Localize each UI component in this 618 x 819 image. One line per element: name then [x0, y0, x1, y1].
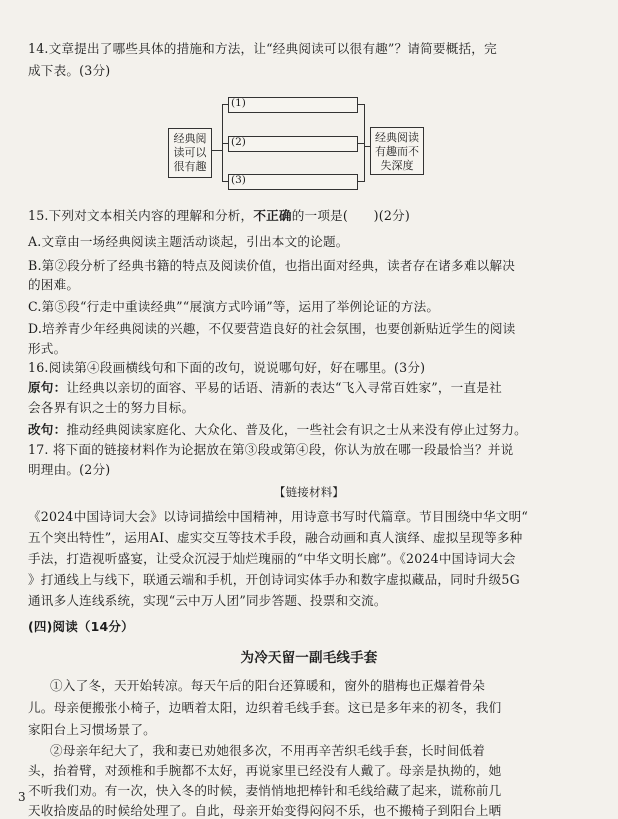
section4-paragraph2-line3: 不听我们劝。有一次，快入冬的时候，妻悄悄地把棒针和毛线给藏了起来，谎称前几 [28, 783, 502, 798]
section4-paragraph2-line4: 天收拾废品的时候给处理了。自此，母亲开始变得闷闷不乐，也不搬椅子到阳台上晒 [28, 803, 502, 818]
diagram-left-box: 经典阅 读可以 很有趣 [168, 128, 212, 178]
q14-line1: 14.文章提出了哪些具体的措施和方法，让“经典阅读可以很有趣”？请简要概括，完 [28, 41, 497, 56]
section4-heading: (四)阅读（14分） [28, 619, 134, 634]
q15-option-b-line1: B.第②段分析了经典书籍的特点及阅读价值，也指出面对经典，读者存在诸多难以解决 [28, 258, 516, 273]
diagram-slot-3 [228, 174, 358, 190]
link-material-line3: 手法，打造视听盛宴，让受众沉浸于灿烂瑰丽的“中华文明长廊”。《2024中国诗词大会 [28, 551, 516, 566]
diagram-slot-2-label: (2) [231, 136, 246, 148]
q16-original-line2: 会各界有识之士的努力目标。 [28, 400, 195, 415]
q15-option-d-line2: 形式。 [28, 341, 67, 356]
diagram-right-box: 经典阅读 有趣而不 失深度 [370, 127, 424, 175]
link-material-line1: 《2024中国诗词大会》以诗词描绘中国精神，用诗意书写时代篇章。节目围绕中华文明“ [28, 509, 529, 524]
section4-paragraph1-line2: 儿。母亲便搬张小椅子，边晒着太阳，边织着毛线手套。这已是多年来的初冬，我们 [28, 700, 502, 715]
q15-option-d-line1: D.培养青少年经典阅读的兴趣，不仅要营造良好的社会氛围，也要创新贴近学生的阅读 [28, 321, 516, 336]
q16-stem: 16.阅读第④段画横线句和下面的改句，说说哪句好，好在哪里。(3分) [28, 360, 426, 375]
section4-paragraph2-line1: ②母亲年纪大了，我和妻已劝她很多次，不用再辛苦织毛线手套，长时间低着 [50, 743, 485, 758]
link-material-heading: 【链接材料】 [273, 485, 345, 499]
page-number: 3 [18, 790, 26, 804]
diagram-slot-2 [228, 136, 358, 152]
q17-line1: 17. 将下面的链接材料作为论据放在第③段或第④段，你认为放在哪一段最恰当？并说 [28, 442, 514, 457]
diagram-slot-3-label: (3) [231, 174, 246, 186]
q15-option-c: C.第⑤段“行走中重读经典”“展演方式吟诵”等，运用了举例论证的方法。 [28, 299, 440, 314]
q16-modified-label: 改句： [28, 422, 67, 437]
section4-article-title: 为冷天留一副毛线手套 [240, 650, 378, 666]
link-material-line5: 通讯多人连线系统，实现“云中万人团”同步答题、投票和交流。 [28, 593, 387, 608]
q16-modified: 改句：推动经典阅读家庭化、大众化、普及化，一些社会有识之士从来没有停止过努力。 [28, 422, 527, 437]
q16-original-line1: 原句：让经典以亲切的面容、平易的话语、清新的表达“飞入寻常百姓家”，一直是社 [28, 380, 502, 395]
q16-original-label: 原句： [28, 380, 67, 395]
q15-stem-bold: 不正确 [253, 208, 292, 223]
link-material-line2: 五个突出特性”，运用AI、虚实交互等技术手段，融合动画和真人演绎、虚拟呈现等多种 [28, 530, 523, 545]
section4-paragraph1-line1: ①入了冬，天开始转凉。每天午后的阳台还算暖和，窗外的腊梅也正爆着骨朵 [50, 678, 485, 693]
q15-option-a: A.文章由一场经典阅读主题活动谈起，引出本文的论题。 [28, 234, 349, 249]
link-material-line4: 》打通线上与线下，联通云端和手机，开创诗词实体手办和数字虚拟藏品，同时升级5G [28, 572, 520, 587]
q15-option-b-line2: 的困难。 [28, 277, 80, 292]
q14-line2: 成下表。(3分) [28, 63, 111, 78]
section4-paragraph2-line2: 头，抬着臂，对颈椎和手腕都不太好，再说家里已经没有人戴了。母亲是执拗的，她 [28, 763, 502, 778]
section4-paragraph1-line3: 家阳台上习惯场景了。 [28, 722, 156, 737]
diagram-slot-1-label: (1) [231, 97, 246, 109]
q17-line2: 明理由。(2分) [28, 462, 111, 477]
q15-stem: 15.下列对文本相关内容的理解和分析，不正确的一项是( )(2分) [28, 208, 410, 223]
diagram-slot-1 [228, 97, 358, 113]
